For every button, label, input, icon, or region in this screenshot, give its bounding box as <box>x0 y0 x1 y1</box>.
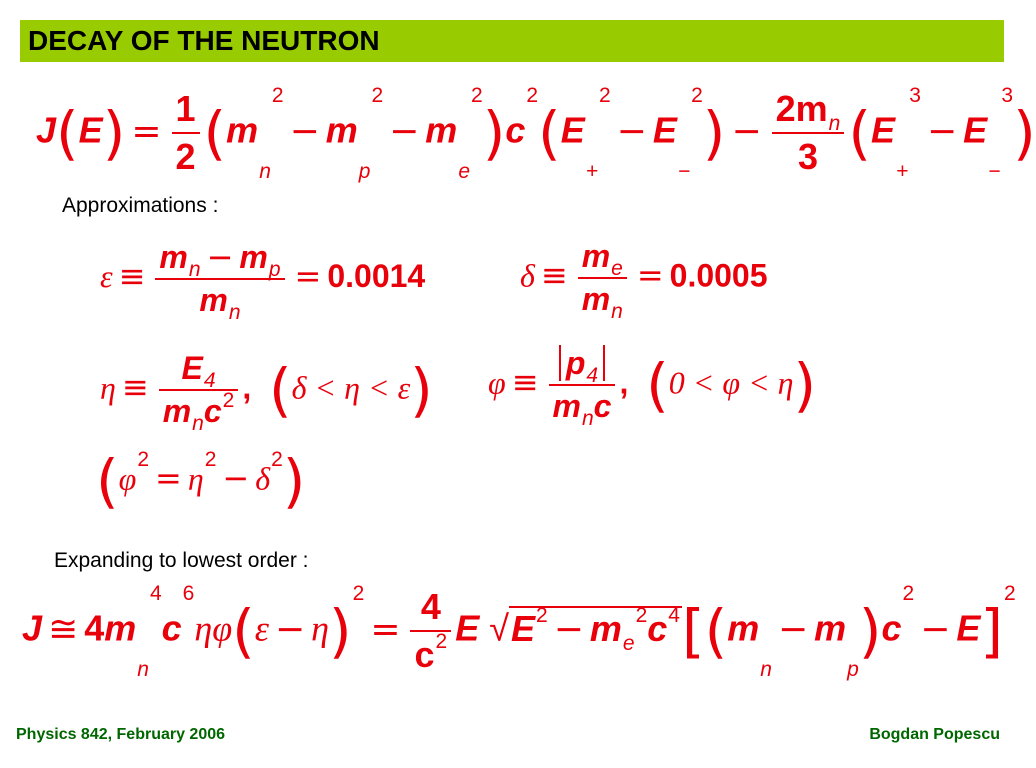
epsilon-value: 0.0014 <box>327 257 426 294</box>
result-coef: 4 <box>84 607 105 649</box>
frac2-numerator: 2m <box>775 88 828 129</box>
footer-right: Bogdan Popescu <box>869 726 1000 743</box>
equation-phi: φ ≡ $\frac{p_4}{m_nc}$ , (0 < φ < η) <box>488 345 817 430</box>
equation-main: J(E) = $\frac{1}{2}$ $(m_n^2- m_p^2- m_e^2)c^2(E_+^2- E_-^2)$ − $\frac{2m_n}{3}$ $(E_+^3- E_-^3)$ <box>36 84 1036 183</box>
result-numerator: 4 <box>410 586 451 632</box>
result-den-base: c <box>414 634 435 675</box>
result-den-power: 2 <box>435 630 448 653</box>
expanding-label: Expanding to lowest order : <box>54 549 309 572</box>
coef-denominator: 2 <box>175 136 196 177</box>
equation-epsilon: ε ≡ $\frac{m_n - m_p}{m_n}$ = 0.0014 <box>100 238 426 324</box>
eta-range: δ < η < ε <box>291 369 411 406</box>
approximations-label: Approximations : <box>62 194 219 217</box>
slide-title: DECAY OF THE NEUTRON <box>28 25 380 56</box>
equation-delta: δ ≡ $\frac{m_e}{m_n}$ = 0.0005 <box>520 238 768 323</box>
footer-left: Physics 842, February 2006 <box>16 726 226 743</box>
equation-phi-squared: $(\varphi^2 = \eta^2 - \delta^2)$ <box>96 447 306 515</box>
equation-result: J ≅ $4m_n^4c^6\eta\varphi(\varepsilon - \eta)^2=$ $\frac{4}{c^2}$ E $√E^2 - m_e^2c^4[(m_n- m_p)c^2- E]^2$ <box>22 582 1016 681</box>
delta-value: 0.0005 <box>669 257 768 294</box>
equation-eta: η ≡ $\frac{E_4}{m_nc^2}$ , (δ < η < ε) <box>100 350 433 435</box>
coef-numerator: 1 <box>172 88 200 134</box>
title-bar <box>20 20 1004 62</box>
phi-range: 0 < φ < η <box>668 364 794 401</box>
frac2-denominator: 3 <box>797 136 818 177</box>
